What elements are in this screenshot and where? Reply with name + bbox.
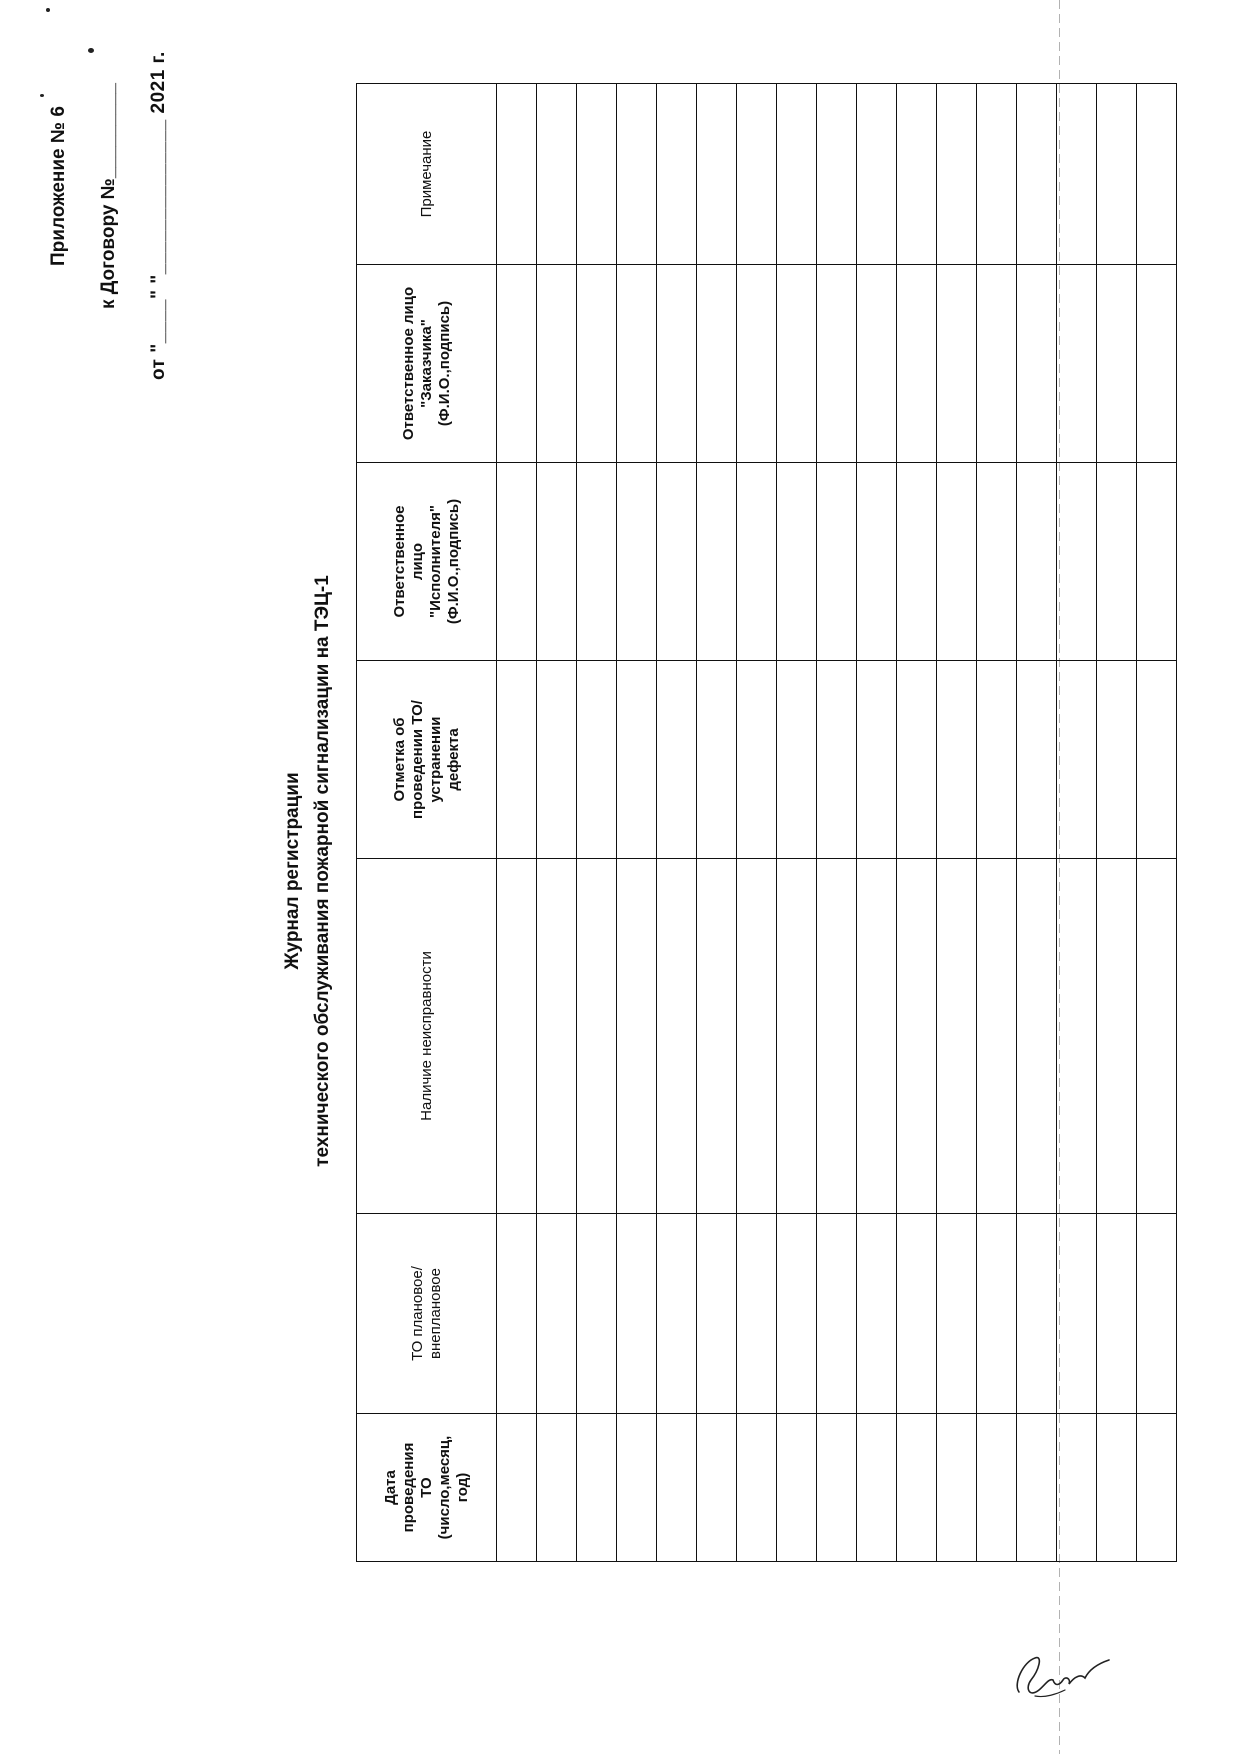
table-cell: [737, 661, 777, 859]
table-cell: [1097, 859, 1137, 1214]
table-cell: [737, 859, 777, 1214]
table-cell: [577, 859, 617, 1214]
maintenance-log-table: [356, 83, 1177, 1562]
table-cell: [577, 265, 617, 463]
handwritten-signature-icon: [1005, 1640, 1115, 1710]
table-cell: [537, 463, 577, 661]
table-cell: [977, 84, 1017, 265]
table-cell: [777, 1214, 817, 1414]
table-cell: [577, 1414, 617, 1562]
table-cell: [697, 463, 737, 661]
table-row: [857, 84, 897, 1562]
table-cell: [497, 84, 537, 265]
table-cell: [817, 1214, 857, 1414]
table-cell: [897, 84, 937, 265]
table-cell: [857, 1214, 897, 1414]
table-cell: [937, 84, 977, 265]
table-cell: [497, 661, 537, 859]
journal-title: Журнал регистрации: [282, 772, 303, 970]
table-row: [537, 84, 577, 1562]
table-row: [1017, 84, 1057, 1562]
table-cell: [817, 265, 857, 463]
table-cell: [817, 463, 857, 661]
table-cell: [1137, 1214, 1177, 1414]
table-cell: [777, 265, 817, 463]
table-cell: [1017, 463, 1057, 661]
table-cell: [577, 1214, 617, 1414]
table-cell: [937, 463, 977, 661]
table-cell: [1097, 1414, 1137, 1562]
table-cell: [537, 661, 577, 859]
table-row: [897, 84, 937, 1562]
table-cell: [897, 661, 937, 859]
table-cell: [617, 661, 657, 859]
table-row: [817, 84, 857, 1562]
table-cell: [577, 84, 617, 265]
table-cell: [1137, 84, 1177, 265]
table-cell: [1017, 84, 1057, 265]
table-cell: [817, 661, 857, 859]
column-header-note: Примечание: [357, 84, 497, 265]
journal-subtitle: технического обслуживания пожарной сигнализации на ТЭЦ-1: [312, 575, 333, 1167]
table-cell: [657, 859, 697, 1214]
table-cell: [617, 84, 657, 265]
table-cell: [657, 1414, 697, 1562]
table-cell: [617, 463, 657, 661]
table-row: [937, 84, 977, 1562]
table-cell: [1017, 265, 1057, 463]
table-cell: [1137, 463, 1177, 661]
table-cell: [497, 1414, 537, 1562]
table-cell: [537, 1414, 577, 1562]
table-cell: [857, 84, 897, 265]
table-cell: [857, 1414, 897, 1562]
table-cell: [1057, 265, 1097, 463]
table-cell: [977, 463, 1017, 661]
table-cell: [657, 84, 697, 265]
table-cell: [817, 84, 857, 265]
table-cell: [1017, 859, 1057, 1214]
table-cell: [1017, 1214, 1057, 1414]
table-cell: [977, 1214, 1017, 1414]
table-cell: [937, 265, 977, 463]
table-cell: [1137, 1414, 1177, 1562]
table-cell: [737, 84, 777, 265]
table-cell: [1057, 661, 1097, 859]
table-cell: [617, 1214, 657, 1414]
table-row: [777, 84, 817, 1562]
table-cell: [977, 265, 1017, 463]
column-header-date: Дата проведения ТО (число,месяц, год): [357, 1414, 497, 1562]
table-cell: [857, 859, 897, 1214]
table-cell: [497, 463, 537, 661]
column-header-contractor-responsible: Ответственное лицо "Исполнителя" (Ф.И.О.,подпись): [357, 463, 497, 661]
table-cell: [777, 859, 817, 1214]
table-cell: [1097, 84, 1137, 265]
journal-form: [20, 40, 1096, 1702]
column-header-maintenance-mark: Отметка об проведении ТО/ устранении дефекта: [357, 661, 497, 859]
table-cell: [777, 463, 817, 661]
table-cell: [977, 661, 1017, 859]
table-cell: [657, 1214, 697, 1414]
table-cell: [1057, 859, 1097, 1214]
table-cell: [737, 1214, 777, 1414]
appendix-number: Приложение № 6: [48, 106, 69, 266]
table-cell: [817, 859, 857, 1214]
table-cell: [1137, 265, 1177, 463]
table-row: [1097, 84, 1137, 1562]
contract-reference: к Договору №_________: [98, 83, 119, 309]
table-cell: [737, 1414, 777, 1562]
table-cell: [497, 1214, 537, 1414]
table-row: [697, 84, 737, 1562]
table-cell: [857, 463, 897, 661]
table-cell: [777, 661, 817, 859]
table-cell: [697, 1214, 737, 1414]
table-cell: [817, 1414, 857, 1562]
table-cell: [777, 84, 817, 265]
table-cell: [657, 265, 697, 463]
table-cell: [897, 463, 937, 661]
column-header-customer-responsible: Ответственное лицо "Заказчика" (Ф.И.О.,подпись): [357, 265, 497, 463]
table-cell: [857, 661, 897, 859]
table-cell: [737, 463, 777, 661]
table-cell: [577, 463, 617, 661]
table-cell: [577, 661, 617, 859]
table-cell: [1057, 84, 1097, 265]
table-cell: [1097, 265, 1137, 463]
column-header-malfunction: Наличие неисправности: [357, 859, 497, 1214]
table-cell: [897, 1214, 937, 1414]
table-cell: [937, 859, 977, 1214]
log-rows: [497, 84, 1177, 1562]
table-cell: [897, 1414, 937, 1562]
table-cell: [697, 661, 737, 859]
table-cell: [1057, 1214, 1097, 1414]
table-cell: [977, 859, 1017, 1214]
table-row: [737, 84, 777, 1562]
table-row: [497, 84, 537, 1562]
contract-date-line: от "____" "______________ 2021 г.: [148, 51, 169, 380]
table-cell: [1097, 661, 1137, 859]
table-cell: [977, 1414, 1017, 1562]
table-row: [1137, 84, 1177, 1562]
table-cell: [497, 859, 537, 1214]
table-cell: [697, 84, 737, 265]
table-cell: [937, 661, 977, 859]
table-cell: [697, 265, 737, 463]
table-cell: [1097, 1214, 1137, 1414]
table-cell: [497, 265, 537, 463]
table-cell: [1137, 859, 1177, 1214]
table-cell: [897, 265, 937, 463]
table-cell: [1017, 1414, 1057, 1562]
table-row: [1057, 84, 1097, 1562]
table-cell: [777, 1414, 817, 1562]
table-cell: [1057, 1414, 1097, 1562]
table-cell: [537, 1214, 577, 1414]
table-cell: [857, 265, 897, 463]
table-row: [977, 84, 1017, 1562]
table-cell: [897, 859, 937, 1214]
table-cell: [737, 265, 777, 463]
table-row: [577, 84, 617, 1562]
table-cell: [697, 859, 737, 1214]
table-cell: [937, 1414, 977, 1562]
table-cell: [537, 859, 577, 1214]
table-cell: [1097, 463, 1137, 661]
table-cell: [1137, 661, 1177, 859]
column-header-maintenance-type: ТО плановое/ внеплановое: [357, 1214, 497, 1414]
table-cell: [1017, 661, 1057, 859]
table-cell: [537, 265, 577, 463]
table-cell: [937, 1214, 977, 1414]
table-cell: [537, 84, 577, 265]
table-cell: [657, 463, 697, 661]
table-cell: [697, 1414, 737, 1562]
table-cell: [1057, 463, 1097, 661]
table-cell: [617, 1414, 657, 1562]
table-cell: [657, 661, 697, 859]
table-cell: [617, 265, 657, 463]
table-row: [657, 84, 697, 1562]
table-cell: [617, 859, 657, 1214]
scan-speck: [46, 8, 50, 12]
table-row: [617, 84, 657, 1562]
